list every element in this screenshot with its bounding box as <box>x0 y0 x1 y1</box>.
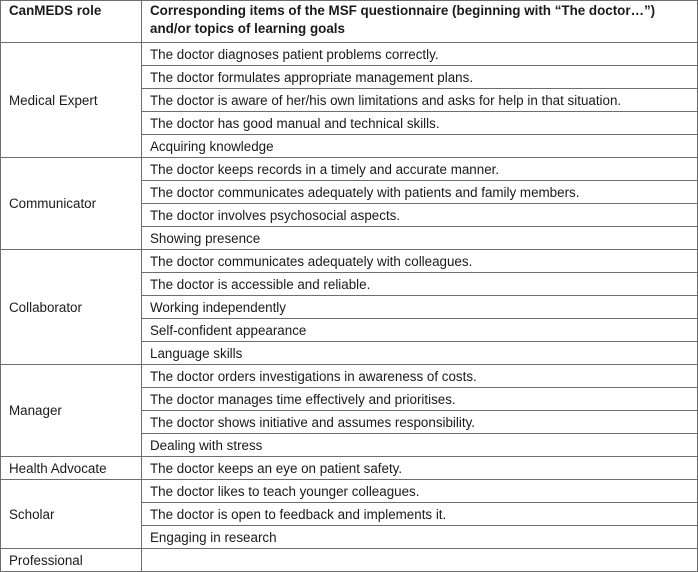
table-row <box>1 43 698 66</box>
role-cell: Medical Expert <box>1 43 142 158</box>
item-cell: The doctor keeps records in a timely and accurate manner. <box>142 158 698 181</box>
table-row <box>1 480 698 503</box>
item-cell: The doctor communicates adequately with patients and family members. <box>142 181 698 204</box>
item-cell: Self-confident appearance <box>142 319 698 342</box>
table-row <box>1 158 698 181</box>
header-role: CanMEDS role <box>1 1 142 43</box>
item-cell: The doctor manages time effectively and prioritises. <box>142 388 698 411</box>
item-cell: Language skills <box>142 342 698 365</box>
item-cell: The doctor is open to feedback and implements it. <box>142 503 698 526</box>
item-cell: The doctor diagnoses patient problems correctly. <box>142 43 698 66</box>
item-cell: Dealing with stress <box>142 434 698 457</box>
table-body <box>1 43 698 572</box>
item-cell: The doctor formulates appropriate management plans. <box>142 66 698 89</box>
item-cell: The doctor likes to teach younger colleagues. <box>142 480 698 503</box>
item-cell <box>142 549 698 572</box>
role-cell: Professional <box>1 549 142 572</box>
table-row <box>1 365 698 388</box>
table-row <box>1 457 698 480</box>
item-cell: Working independently <box>142 296 698 319</box>
role-cell: Health Advocate <box>1 457 142 480</box>
item-cell: The doctor keeps an eye on patient safety. <box>142 457 698 480</box>
item-cell: The doctor is accessible and reliable. <box>142 273 698 296</box>
item-cell: The doctor involves psychosocial aspects. <box>142 204 698 227</box>
item-cell: Acquiring knowledge <box>142 135 698 158</box>
item-cell: The doctor communicates adequately with colleagues. <box>142 250 698 273</box>
role-cell: Collaborator <box>1 250 142 365</box>
item-cell: Engaging in research <box>142 526 698 549</box>
header-items: Corresponding items of the MSF questionnaire (beginning with “The doctor…”) and/or topics of learning goals <box>142 1 698 43</box>
table-row <box>1 549 698 572</box>
header-row <box>1 1 698 43</box>
item-cell: The doctor is aware of her/his own limitations and asks for help in that situation. <box>142 89 698 112</box>
role-cell: Scholar <box>1 480 142 549</box>
table-row <box>1 250 698 273</box>
item-cell: The doctor shows initiative and assumes responsibility. <box>142 411 698 434</box>
item-cell: The doctor orders investigations in awareness of costs. <box>142 365 698 388</box>
item-cell: The doctor has good manual and technical skills. <box>142 112 698 135</box>
role-cell: Communicator <box>1 158 142 250</box>
role-cell: Manager <box>1 365 142 457</box>
item-cell: Showing presence <box>142 227 698 250</box>
